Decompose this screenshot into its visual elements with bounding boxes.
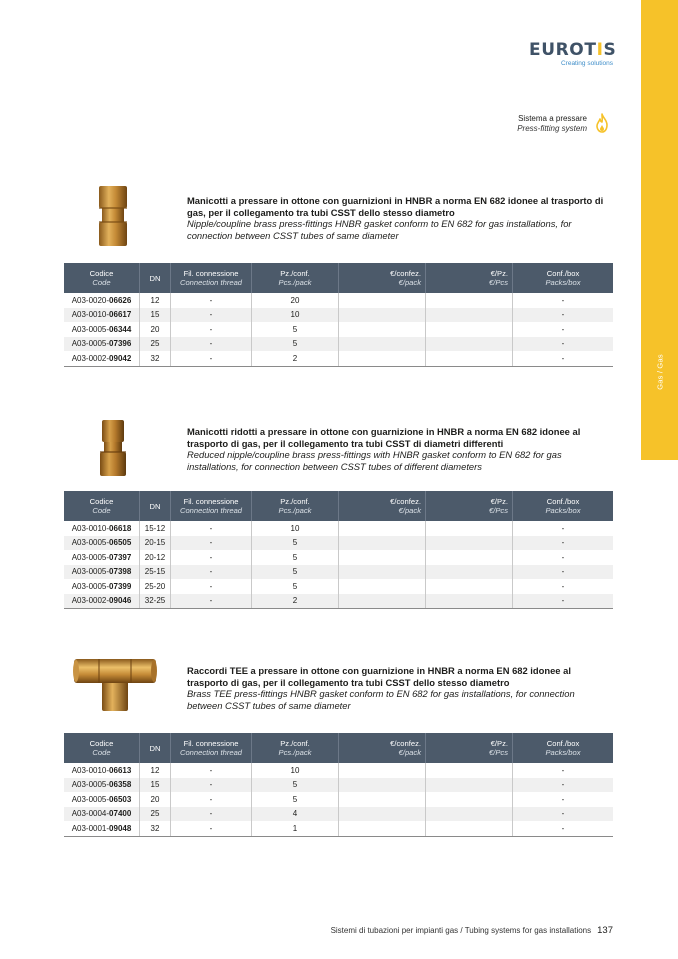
thread-cell: -: [171, 550, 252, 565]
table-row: [64, 579, 613, 594]
packs-box-cell: -: [513, 308, 614, 323]
system-label-en: Press-fitting system: [517, 124, 587, 133]
side-color-strip: [641, 0, 678, 460]
thread-cell: -: [171, 778, 252, 793]
unit-price-cell: [426, 322, 513, 337]
unit-price-cell: [426, 565, 513, 580]
product-table-3: [64, 733, 613, 837]
packs-box-cell: -: [513, 579, 614, 594]
pack-price-cell: [339, 807, 426, 822]
section-side-label: Gas / Gas: [655, 354, 665, 390]
thread-cell: -: [171, 821, 252, 836]
page-footer: [331, 925, 613, 936]
page-number: 137: [597, 925, 613, 936]
pcs-pack-cell: 2: [252, 594, 339, 609]
code-cell: A03-0005-06358: [64, 778, 140, 793]
unit-price-cell: [426, 821, 513, 836]
nipple-coupling-image: [96, 184, 130, 248]
packs-box-cell: -: [513, 565, 614, 580]
thread-cell: -: [171, 521, 252, 536]
packs-box-cell: -: [513, 536, 614, 551]
packs-box-cell: -: [513, 807, 614, 822]
table-header-row: Codice Code DN Fil. connessione Connection thread Pz./conf. Pcs./pack €/confez. €/pack €/Pz. €/Pcs Conf./box Packs/box: [64, 263, 613, 293]
unit-price-cell: [426, 536, 513, 551]
table-row: [64, 351, 613, 366]
dn-cell: 20-15: [140, 536, 171, 551]
product-title-2-it: Manicotti ridotti a pressare in ottone con guarnizione in HNBR a norma EN 682 idonee al trasporto di gas, per il collegamento tra tubi CSST di diametri differenti: [187, 426, 581, 449]
product-title-1-en: Nipple/coupline brass press-fittings HNBR gasket conform to EN 682 for gas installations, for connection between CSST tubes of same diameter: [187, 218, 572, 241]
table-row: [64, 536, 613, 551]
dn-cell: 25: [140, 337, 171, 352]
dn-cell: 12: [140, 763, 171, 778]
code-cell: A03-0005-07396: [64, 337, 140, 352]
product-table-1: [64, 263, 613, 367]
pcs-pack-cell: 5: [252, 778, 339, 793]
pcs-pack-cell: 5: [252, 536, 339, 551]
table-row: [64, 565, 613, 580]
unit-price-cell: [426, 293, 513, 308]
dn-cell: 15-12: [140, 521, 171, 536]
dn-cell: 25-15: [140, 565, 171, 580]
table-header-row: Codice Code DN Fil. connessione Connection thread Pz./conf. Pcs./pack €/confez. €/pack €/Pz. €/Pcs Conf./box Packs/box: [64, 491, 613, 521]
packs-box-cell: -: [513, 763, 614, 778]
reduced-coupling-image: [96, 418, 130, 478]
pack-price-cell: [339, 351, 426, 366]
unit-price-cell: [426, 337, 513, 352]
dn-cell: 20-12: [140, 550, 171, 565]
code-cell: A03-0004-07400: [64, 807, 140, 822]
pcs-pack-cell: 5: [252, 565, 339, 580]
code-cell: A03-0001-09048: [64, 821, 140, 836]
thread-cell: -: [171, 579, 252, 594]
pcs-pack-cell: 10: [252, 521, 339, 536]
pack-price-cell: [339, 594, 426, 609]
pcs-pack-cell: 5: [252, 337, 339, 352]
packs-box-cell: -: [513, 293, 614, 308]
pack-price-cell: [339, 308, 426, 323]
table-row: [64, 763, 613, 778]
unit-price-cell: [426, 550, 513, 565]
thread-cell: -: [171, 536, 252, 551]
thread-cell: -: [171, 763, 252, 778]
thread-cell: -: [171, 792, 252, 807]
code-cell: A03-0005-07399: [71, 581, 132, 591]
dn-cell: 15: [140, 308, 171, 323]
flame-icon: [593, 112, 611, 136]
product-title-2-en: Reduced nipple/coupline brass press-fittings with HNBR gasket conform to EN 682 for gas installations, for connection between CSST tubes of different diameters: [187, 449, 562, 472]
pack-price-cell: [339, 293, 426, 308]
unit-price-cell: [426, 763, 513, 778]
code-cell: A03-0010-06613: [71, 765, 132, 775]
packs-box-cell: -: [513, 821, 614, 836]
dn-cell: 32: [140, 821, 171, 836]
packs-box-cell: -: [513, 322, 614, 337]
thread-cell: -: [171, 351, 252, 366]
product-table-2: [64, 491, 613, 609]
unit-price-cell: [426, 579, 513, 594]
pcs-pack-cell: 5: [252, 550, 339, 565]
pack-price-cell: [339, 337, 426, 352]
pcs-pack-cell: 10: [252, 763, 339, 778]
packs-box-cell: -: [513, 337, 614, 352]
product-title-3-en: Brass TEE press-fittings HNBR gasket conform to EN 682 for gas installations, for connection between CSST tubes of same diameter: [187, 688, 575, 711]
pcs-pack-cell: 2: [252, 351, 339, 366]
table-row: [64, 322, 613, 337]
code-cell: A03-0010-06618: [71, 523, 132, 533]
packs-box-cell: -: [513, 351, 614, 366]
footer-text: Sistemi di tubazioni per impianti gas / Tubing systems for gas installations: [330, 926, 592, 935]
pcs-pack-cell: 5: [252, 792, 339, 807]
code-cell: A03-0005-07397: [71, 552, 132, 562]
pack-price-cell: [339, 821, 426, 836]
product-title-2: [187, 426, 607, 472]
thread-cell: -: [171, 308, 252, 323]
pack-price-cell: [339, 579, 426, 594]
unit-price-cell: [426, 521, 513, 536]
thread-cell: -: [171, 594, 252, 609]
code-cell: A03-0005-06503: [71, 794, 132, 804]
table-row: [64, 308, 613, 323]
unit-price-cell: [426, 351, 513, 366]
pack-price-cell: [339, 778, 426, 793]
pcs-pack-cell: 20: [252, 293, 339, 308]
table-row: [64, 550, 613, 565]
table-row: [64, 293, 613, 308]
pack-price-cell: [339, 322, 426, 337]
pack-price-cell: [339, 792, 426, 807]
brand-wordmark: EUROTIS: [529, 40, 617, 60]
dn-cell: 15: [140, 778, 171, 793]
table-row: [64, 337, 613, 352]
unit-price-cell: [426, 594, 513, 609]
system-label: [517, 114, 587, 134]
code-cell: A03-0002-09046: [64, 594, 140, 609]
dn-cell: 25: [140, 807, 171, 822]
code-cell: A03-0002-09042: [64, 351, 140, 366]
thread-cell: -: [171, 322, 252, 337]
pcs-pack-cell: 5: [252, 579, 339, 594]
dn-cell: 20: [140, 322, 171, 337]
tee-fitting-image: [72, 657, 158, 713]
pcs-pack-cell: 5: [252, 322, 339, 337]
dn-cell: 32-25: [140, 594, 171, 609]
thread-cell: -: [171, 293, 252, 308]
brand-tagline: Creating solutions: [560, 60, 613, 67]
thread-cell: -: [171, 565, 252, 580]
product-title-1-it: Manicotti a pressare in ottone con guarnizioni in HNBR a norma EN 682 idonee al trasporto di gas, per il collegamento tra tubi CSST dello stesso diametro: [187, 195, 604, 218]
pack-price-cell: [339, 565, 426, 580]
table-row: [64, 521, 613, 536]
code-cell: A03-0005-07398: [64, 565, 140, 580]
packs-box-cell: -: [513, 550, 614, 565]
packs-box-cell: -: [513, 792, 614, 807]
product-title-1: [187, 195, 607, 241]
packs-box-cell: -: [513, 521, 614, 536]
table-row: [64, 594, 613, 609]
packs-box-cell: -: [513, 778, 614, 793]
product-title-3-it: Raccordi TEE a pressare in ottone con guarnizione in HNBR a norma EN 682 idonee al trasporto di gas, per il collegamento tra tubi CSST dello stesso diametro: [187, 665, 571, 688]
packs-box-cell: -: [513, 594, 614, 609]
code-cell: A03-0020-06626: [71, 295, 132, 305]
thread-cell: -: [171, 337, 252, 352]
pack-price-cell: [339, 536, 426, 551]
code-cell: A03-0005-06344: [71, 324, 132, 334]
table-row: [64, 792, 613, 807]
code-cell: A03-0005-06505: [64, 536, 140, 551]
code-cell: A03-0010-06617: [64, 308, 140, 323]
pack-price-cell: [339, 521, 426, 536]
unit-price-cell: [426, 778, 513, 793]
table-header-row: Codice Code DN Fil. connessione Connection thread Pz./conf. Pcs./pack €/confez. €/pack €/Pz. €/Pcs Conf./box Packs/box: [64, 733, 613, 763]
dn-cell: 20: [140, 792, 171, 807]
pcs-pack-cell: 4: [252, 807, 339, 822]
dn-cell: 12: [140, 293, 171, 308]
unit-price-cell: [426, 792, 513, 807]
pack-price-cell: [339, 550, 426, 565]
dn-cell: 25-20: [140, 579, 171, 594]
thread-cell: -: [171, 807, 252, 822]
table-row: [64, 807, 613, 822]
unit-price-cell: [426, 308, 513, 323]
product-title-3: [187, 665, 607, 711]
system-label-it: Sistema a pressare: [518, 114, 587, 123]
brand-logo: [529, 42, 619, 67]
pcs-pack-cell: 1: [252, 821, 339, 836]
table-row: [64, 821, 613, 836]
pack-price-cell: [339, 763, 426, 778]
pcs-pack-cell: 10: [252, 308, 339, 323]
unit-price-cell: [426, 807, 513, 822]
table-row: [64, 778, 613, 793]
dn-cell: 32: [140, 351, 171, 366]
